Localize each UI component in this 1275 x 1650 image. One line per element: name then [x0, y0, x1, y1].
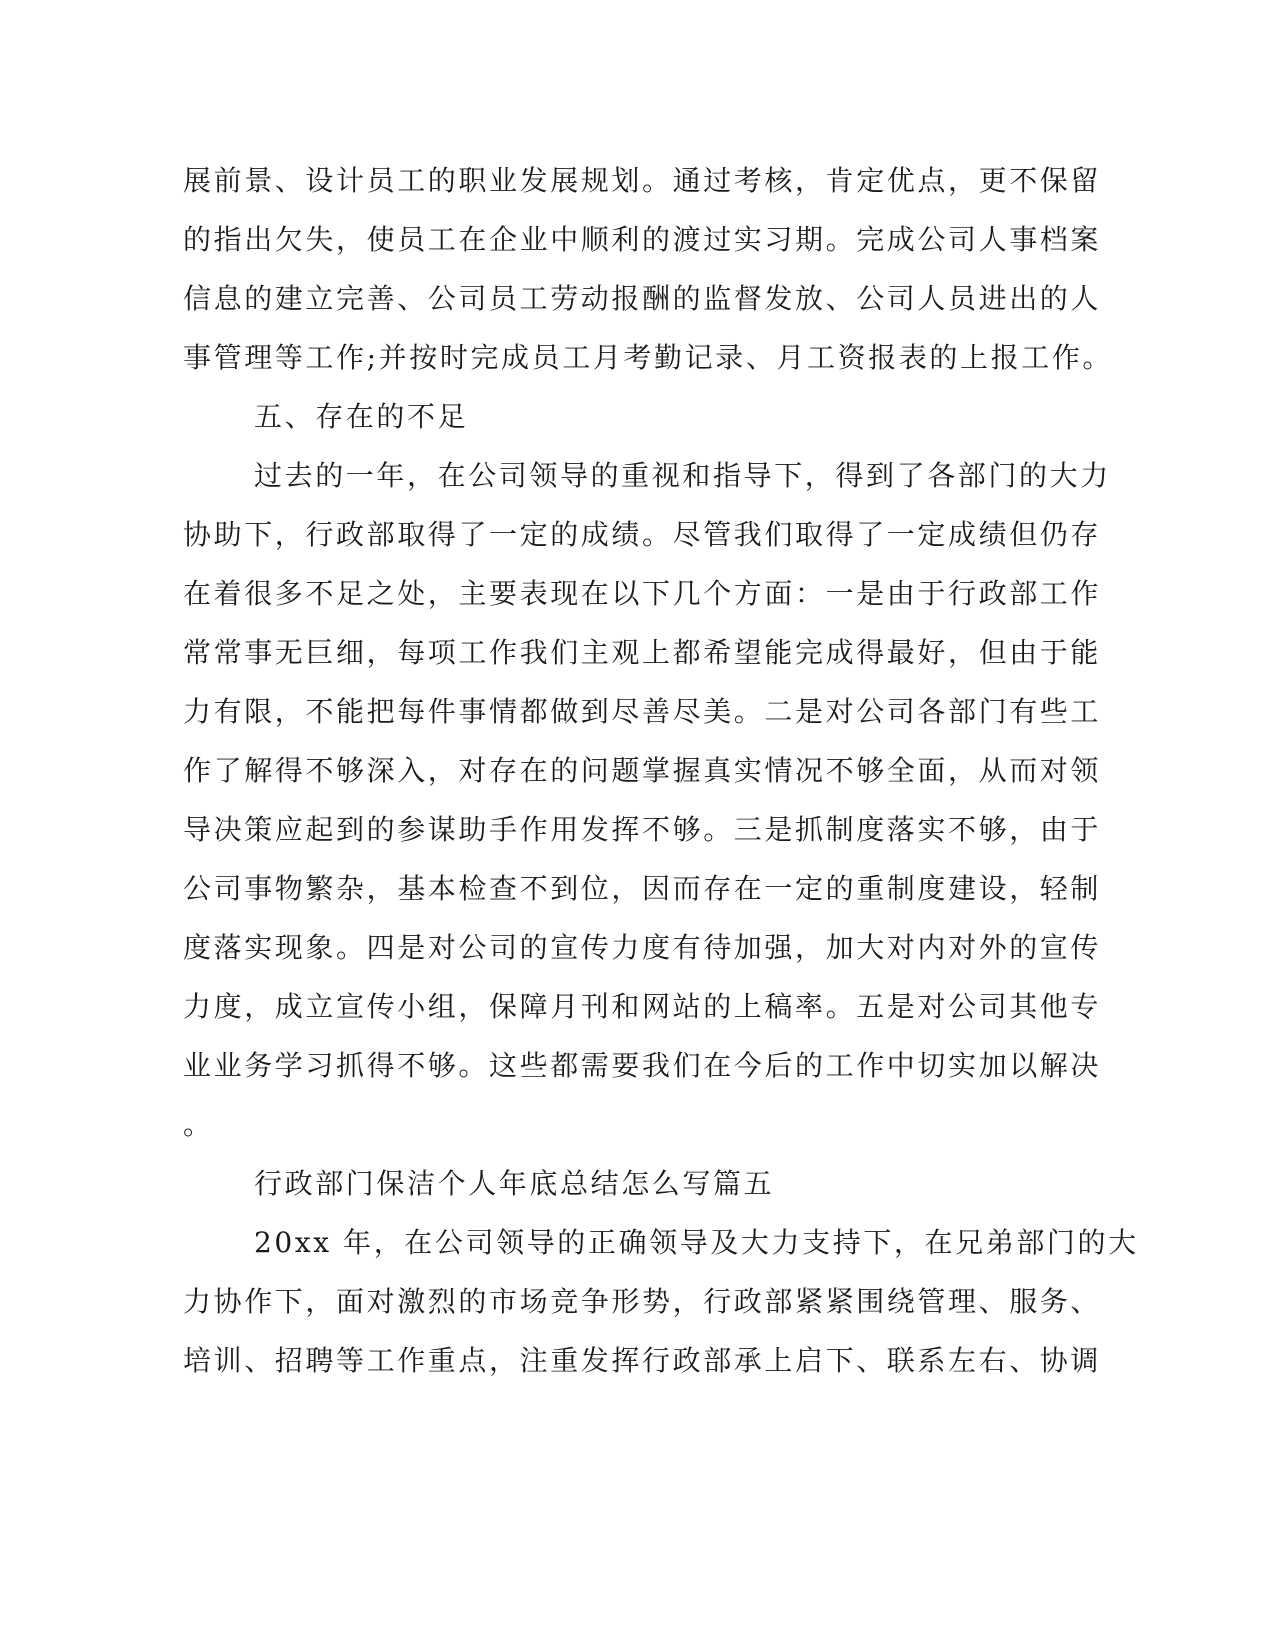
paragraph-line: 展前景、设计员工的职业发展规划。通过考核，肯定优点，更不保留: [183, 164, 1102, 197]
paragraph-line: 。: [183, 1108, 214, 1141]
paragraph-line: 培训、招聘等工作重点，注重发挥行政部承上启下、联系左右、协调: [183, 1344, 1102, 1377]
paragraph-line: 力有限，不能把每件事情都做到尽善尽美。二是对公司各部门有些工: [183, 695, 1102, 728]
paragraph-line: 常常事无巨细，每项工作我们主观上都希望能完成得最好，但由于能: [183, 636, 1102, 669]
article-title: 行政部门保洁个人年底总结怎么写篇五: [254, 1167, 775, 1200]
paragraph-line: 协助下，行政部取得了一定的成绩。尽管我们取得了一定成绩但仍存: [183, 518, 1102, 551]
paragraph-line: 20xx 年，在公司领导的正确领导及大力支持下，在兄弟部门的大: [254, 1226, 1139, 1259]
paragraph-line: 过去的一年，在公司领导的重视和指导下，得到了各部门的大力: [254, 459, 1111, 492]
paragraph-line: 导决策应起到的参谋助手作用发挥不够。三是抓制度落实不够，由于: [183, 813, 1102, 846]
paragraph-line: 的指出欠失，使员工在企业中顺利的渡过实习期。完成公司人事档案: [183, 223, 1102, 256]
paragraph-line: 信息的建立完善、公司员工劳动报酬的监督发放、公司人员进出的人: [183, 282, 1102, 315]
paragraph-line: 在着很多不足之处，主要表现在以下几个方面：一是由于行政部工作: [183, 577, 1102, 610]
paragraph-line: 事管理等工作;并按时完成员工月考勤记录、月工资报表的上报工作。: [183, 341, 1114, 374]
paragraph-line: 业业务学习抓得不够。这些都需要我们在今后的工作中切实加以解决: [183, 1049, 1102, 1082]
paragraph-line: 作了解得不够深入，对存在的问题掌握真实情况不够全面，从而对领: [183, 754, 1102, 787]
paragraph-line: 力协作下，面对激烈的市场竞争形势，行政部紧紧围绕管理、服务、: [183, 1285, 1102, 1318]
section-heading: 五、存在的不足: [254, 400, 469, 433]
paragraph-line: 公司事物繁杂，基本检查不到位，因而存在一定的重制度建设，轻制: [183, 872, 1102, 905]
paragraph-line: 度落实现象。四是对公司的宣传力度有待加强，加大对内对外的宣传: [183, 931, 1102, 964]
paragraph-line: 力度，成立宣传小组，保障月刊和网站的上稿率。五是对公司其他专: [183, 990, 1102, 1023]
